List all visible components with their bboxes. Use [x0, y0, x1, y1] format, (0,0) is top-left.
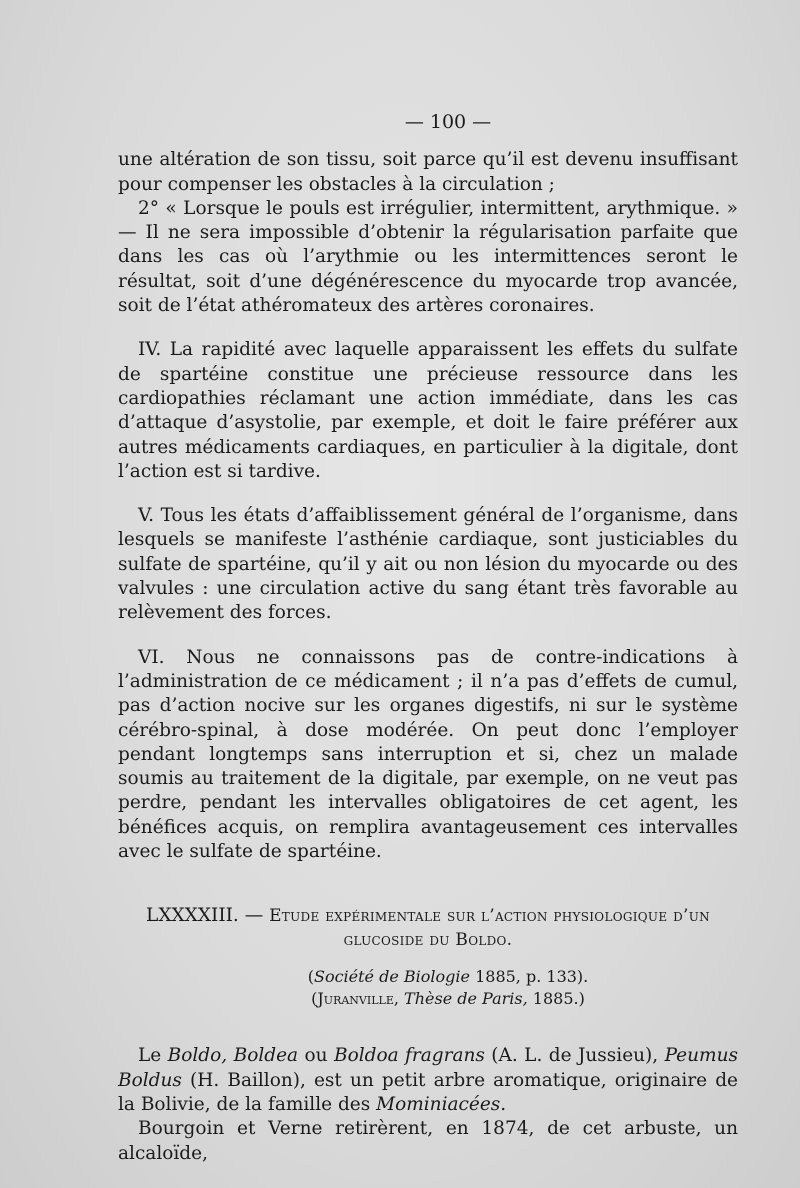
- ref2-open-paren: (: [311, 989, 318, 1009]
- ref2-rest: 1885.): [527, 989, 585, 1009]
- section-title-line2: glucoside du Boldo.: [343, 930, 513, 951]
- paragraph-section-vi: VI. Nous ne connaissons pas de contre-indications à l’administration de ce médicament ; il n’a pas d’effets de cumul, pas d’action nocive sur les organes digestifs, ni sur le système cérébro-spinal, à dose modérée. On peut donc l’employer pendant longtemps sans interruption et si, chez un malade soumis au traitement de la digitale, par exemple, on ne veut pas perdre, pendant les intervalles obligatoires de cet agent, les bénéfices acquis, on remplira avantageusement ces intervalles avec le sulfate de spartéine.: [118, 646, 738, 863]
- italic-run: Boldoa fragrans: [333, 1045, 485, 1067]
- text-column: [118, 110, 738, 1166]
- ref1-source: Société de Biologie: [313, 967, 470, 987]
- text-run: (H. Baillon), est un petit arbre aromatique, originaire de la Bolivie, de la famille des: [118, 1069, 738, 1115]
- ref2-author: Juranville,: [317, 989, 399, 1009]
- references: [118, 966, 738, 1010]
- page-number: — 100 —: [404, 111, 492, 133]
- paragraph-continuation: une altération de son tissu, soit parce qu’il est devenu insuffisant pour compenser les obstacles à la circulation ;: [118, 149, 738, 195]
- text-run: Le: [138, 1045, 168, 1067]
- section-heading: [118, 904, 738, 952]
- ref2-title: Thèse de Paris,: [404, 989, 528, 1009]
- text-run: ou: [298, 1045, 334, 1067]
- paragraph-section-v: V. Tous les états d’affaiblissement général de l’organisme, dans lesquels se manifeste l’asthénie cardiaque, sont justiciables du sulfate de spartéine, qu’il y ait ou non lésion du myocarde ou des valvules : une circulation active du sang étant très favorable au relèvement des forces.: [118, 505, 738, 624]
- paragraph-point-2: 2° « Lorsque le pouls est irrégulier, intermittent, arythmique. » — Il ne sera impossible d’obtenir la régularisation parfaite que dans les cas où l’arythmie ou les intermittences seront le résultat, soit d’une dégénérescence du myocarde trop avancée, soit de l’état athéromateux des artères coronaires.: [118, 197, 738, 317]
- italic-run: Boldea: [233, 1045, 299, 1067]
- reference-1: [158, 966, 738, 988]
- paragraph-section-iv: IV. La rapidité avec laquelle apparaissent les effets du sulfate de spartéine constitue une précieuse ressource dans les cardiopathies réclamant une action immédiate, dans les cas d’attaque d’asystolie, par exemple, et doit le faire préférer aux autres médicaments cardiaques, en particulier à la digitale, dont l’action est si tardive.: [118, 339, 738, 482]
- italic-run: Boldo,: [167, 1045, 228, 1067]
- ref1-rest: 1885, p. 133).: [470, 967, 589, 987]
- section-number: LXXXXIII. —: [146, 905, 264, 927]
- section-title-line1: Etude expérimentale sur l’action physiologique d’un: [269, 906, 710, 927]
- paragraph-boldo-intro: [118, 1044, 738, 1117]
- ref1-open-paren: (: [307, 967, 314, 987]
- text-run: .: [500, 1093, 507, 1115]
- italic-run: Peumus Boldus: [118, 1045, 738, 1091]
- italic-run: Mominiacées: [376, 1093, 501, 1115]
- paragraph-bourgoin: Bourgoin et Verne retirèrent, en 1874, de cet arbuste, un alcaloïde,: [118, 1118, 738, 1164]
- text-run: (A. L. de Jussieu),: [484, 1045, 665, 1067]
- reference-2: [158, 988, 738, 1010]
